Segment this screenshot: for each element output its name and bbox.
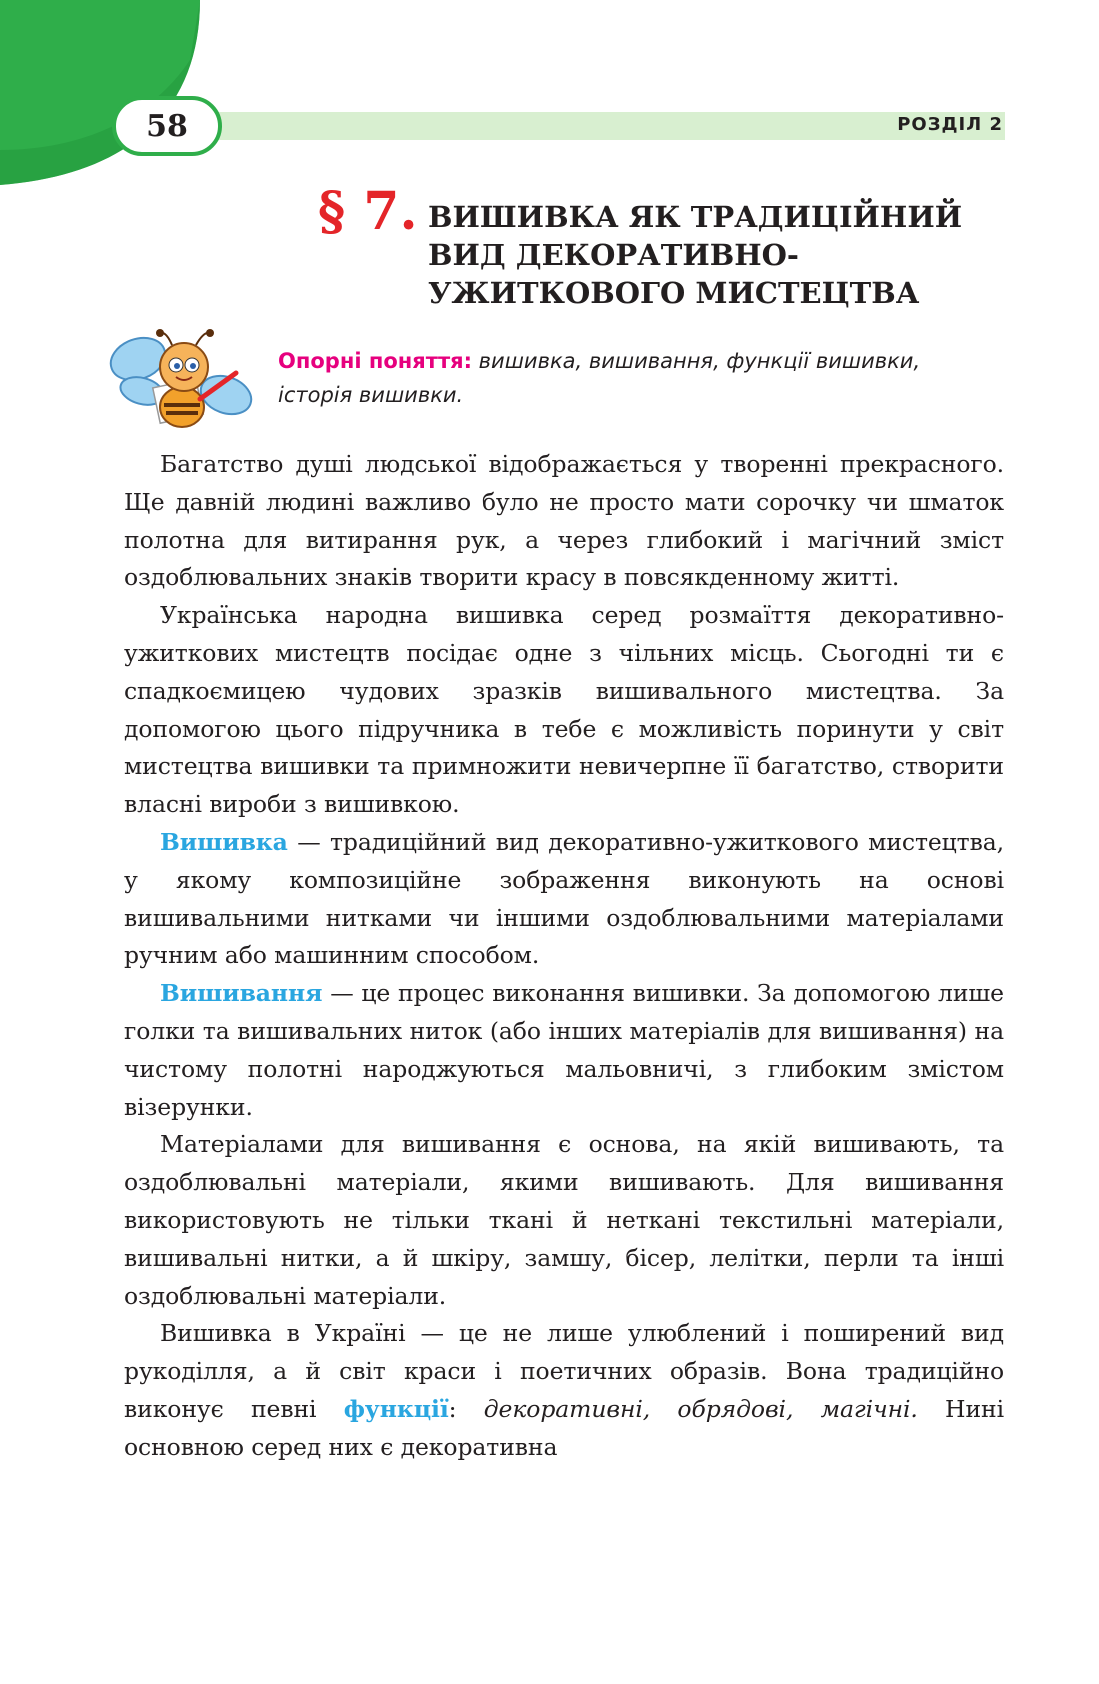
- paragraph-text: Нині основною серед них є декоративна: [124, 1394, 1004, 1461]
- section-title-line: ВИД ДЕКОРАТИВНО-: [428, 238, 799, 272]
- paragraph: Українська народна вишивка серед розмаїття декоративно-ужиткових мистецтв посідає одне з чільних місць. Сьогодні ти є спадкоємицею чудових зразків вишивального мистецтва. За допомогою цього підручника в тебе є можливість поринути у світ мистецтва вишивки та примножити невичерпне її багатство, створити власні вироби з вишивкою.: [124, 601, 1004, 819]
- paragraph: [124, 975, 1004, 1126]
- section-label: РОЗДІЛ 2: [897, 114, 1003, 135]
- key-concepts: [278, 344, 998, 412]
- functions-list: декоративні, обрядові, магічні.: [483, 1394, 918, 1423]
- paragraph-text: — традиційний вид декоративно-ужиткового мистецтва, у якому композиційне зображення виконують на основі вишивальними нитками чи іншими оздоблювальними матеріалами ручним або машинним способом.: [124, 827, 1004, 970]
- main-text: [124, 446, 1004, 1467]
- section-title-line: ВИШИВКА ЯК ТРАДИЦІЙНИЙ: [428, 200, 963, 234]
- paragraph-text: — це процес виконання вишивки. За допомогою лише голки та вишивальних ниток (або інших матеріалів для вишивання) на чистому полотні народжуються мальовничі, з глибоким змістом візерунки.: [124, 979, 1004, 1121]
- paragraph: Матеріалами для вишивання є основа, на якій вишивають, та оздоблювальні матеріали, якими вишивають. Для вишивання використовують не тільки ткані й неткані текстильні матеріали, вишивальні нитки, а й шкіру, замшу, бісер, лелітки, перли та інші оздоблювальні матеріали.: [124, 1130, 1004, 1310]
- section-number: § 7.: [318, 181, 418, 242]
- key-concepts-text: вишивка, вишивання, функції вишивки, історія вишивки.: [278, 349, 921, 407]
- key-concepts-label: Опорні поняття:: [278, 349, 472, 373]
- term-vyshyvannia: Вишивання: [160, 979, 323, 1008]
- page-number-badge: [112, 96, 222, 156]
- paragraph: [124, 824, 1004, 975]
- paragraph-text: Вишивка в Україні — це не лише улюблений і поширений вид рукоділля, а й світ краси і поетичних образів. Вона традиційно виконує певні: [124, 1319, 1004, 1423]
- paragraph-text: :: [448, 1394, 484, 1423]
- section-title: [428, 198, 988, 312]
- paragraph: Багатство душі людської відображається у творенні прекрасного. Ще давній людині важливо було не просто мати сорочку чи шматок полотна для витирання рук, а через глибокий і магічний зміст оздоблювальних знаків творити красу в повсякденному житті.: [124, 450, 1004, 592]
- paragraph: [124, 1315, 1004, 1466]
- header-band: [205, 112, 1005, 140]
- page-number: 58: [146, 108, 188, 144]
- term-funktsii: функції: [343, 1394, 449, 1423]
- section-title-line: УЖИТКОВОГО МИСТЕЦТВА: [428, 276, 920, 310]
- term-vyshyvka: Вишивка: [160, 827, 288, 856]
- bee-mascot-illustration: [108, 325, 258, 435]
